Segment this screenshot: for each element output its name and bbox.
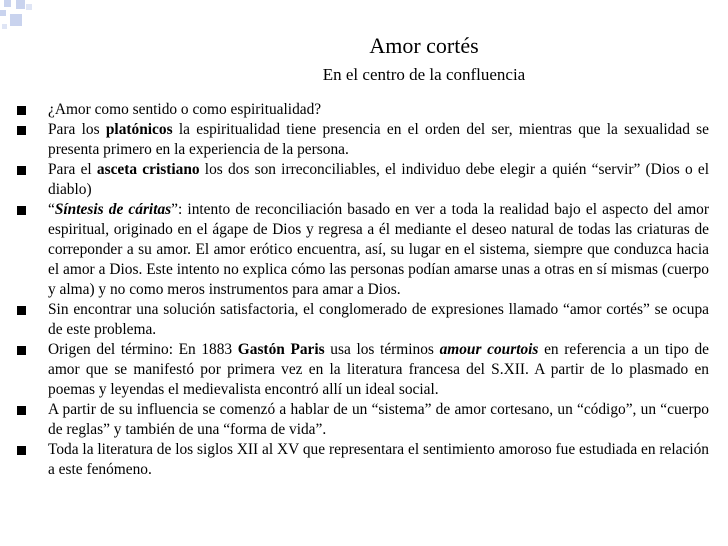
- bullet-term: Gastón Paris: [237, 341, 325, 358]
- bullet-text-post: la espiritualidad tiene presencia en el orden del ser, mientras que la sexualidad se presenta primero en la experiencia de la persona.: [48, 121, 709, 158]
- bullet-term: platónicos: [105, 121, 173, 138]
- bullet-text-post: en referencia a un tipo de amor que se manifestó por primera vez en la literatura francesa del S.XII. A partir de lo plasmado en poemas y leyendas el medievalista encontró allí un ideal social.: [48, 341, 710, 398]
- bullet-list: [0, 100, 709, 480]
- bullet-item: [0, 160, 709, 200]
- bullet-item: [0, 400, 709, 440]
- bullet-term: asceta cristiano: [96, 161, 200, 178]
- bullet-text-post: ”: intento de reconciliación basado en ver a toda la realidad bajo el aspecto del amor espiritual, originado en el ágape de Dios y regresa a él mediante el deseo natural de todas las criaturas de correponder a su amor. El amor erótico encuentra, así, su lugar en el sistema, siempre que conduzca hacia el amor a Dios. Este intento no explica cómo las personas podían amarse unas a otras en sí mismas (cuerpo y alma) y no como meros instrumentos para amar a Dios.: [48, 201, 709, 298]
- corner-squares-decoration: [0, 0, 40, 40]
- bullet-item: [0, 300, 709, 340]
- slide-subtitle: En el centro de la confluencia: [322, 65, 526, 84]
- slide-title: Amor cortés: [369, 33, 479, 58]
- bullet-text-mid: usa los términos: [324, 341, 440, 358]
- bullet-item: [0, 120, 709, 160]
- square-bullet-icon: [17, 306, 26, 315]
- bullet-text: ¿Amor como sentido o como espiritualidad?: [48, 101, 322, 118]
- bullet-term-italic: amour courtois: [439, 341, 539, 358]
- square-bullet-icon: [17, 106, 26, 115]
- bullet-text-pre: Para los: [48, 121, 106, 138]
- bullet-text: A partir de su influencia se comenzó a hablar de un “sistema” de amor cortesano, un “código”, un “cuerpo de reglas” y también de una “forma de vida”.: [48, 401, 709, 438]
- bullet-item: [0, 440, 709, 480]
- square-bullet-icon: [17, 346, 26, 355]
- bullet-text-post: los dos son irreconciliables, el individuo debe elegir a quién “servir” (Dios o el diablo): [48, 161, 709, 198]
- bullet-item: [0, 200, 709, 300]
- square-bullet-icon: [17, 406, 26, 415]
- square-bullet-icon: [17, 126, 26, 135]
- bullet-item: [0, 340, 709, 400]
- bullet-text-pre: Origen del término: En 1883: [48, 341, 238, 358]
- bullet-item: [0, 100, 709, 120]
- bullet-text: Sin encontrar una solución satisfactoria, el conglomerado de expresiones llamado “amor cortés” se ocupa de este problema.: [48, 301, 709, 338]
- square-bullet-icon: [17, 166, 26, 175]
- bullet-text-pre: “: [48, 201, 55, 218]
- square-bullet-icon: [17, 206, 26, 215]
- bullet-text-pre: Para el: [48, 161, 97, 178]
- bullet-text: Toda la literatura de los siglos XII al XV que representara el sentimiento amoroso fue estudiada en relación a este fenómeno.: [48, 441, 709, 478]
- bullet-term: Síntesis de cáritas: [54, 201, 172, 218]
- square-bullet-icon: [17, 446, 26, 455]
